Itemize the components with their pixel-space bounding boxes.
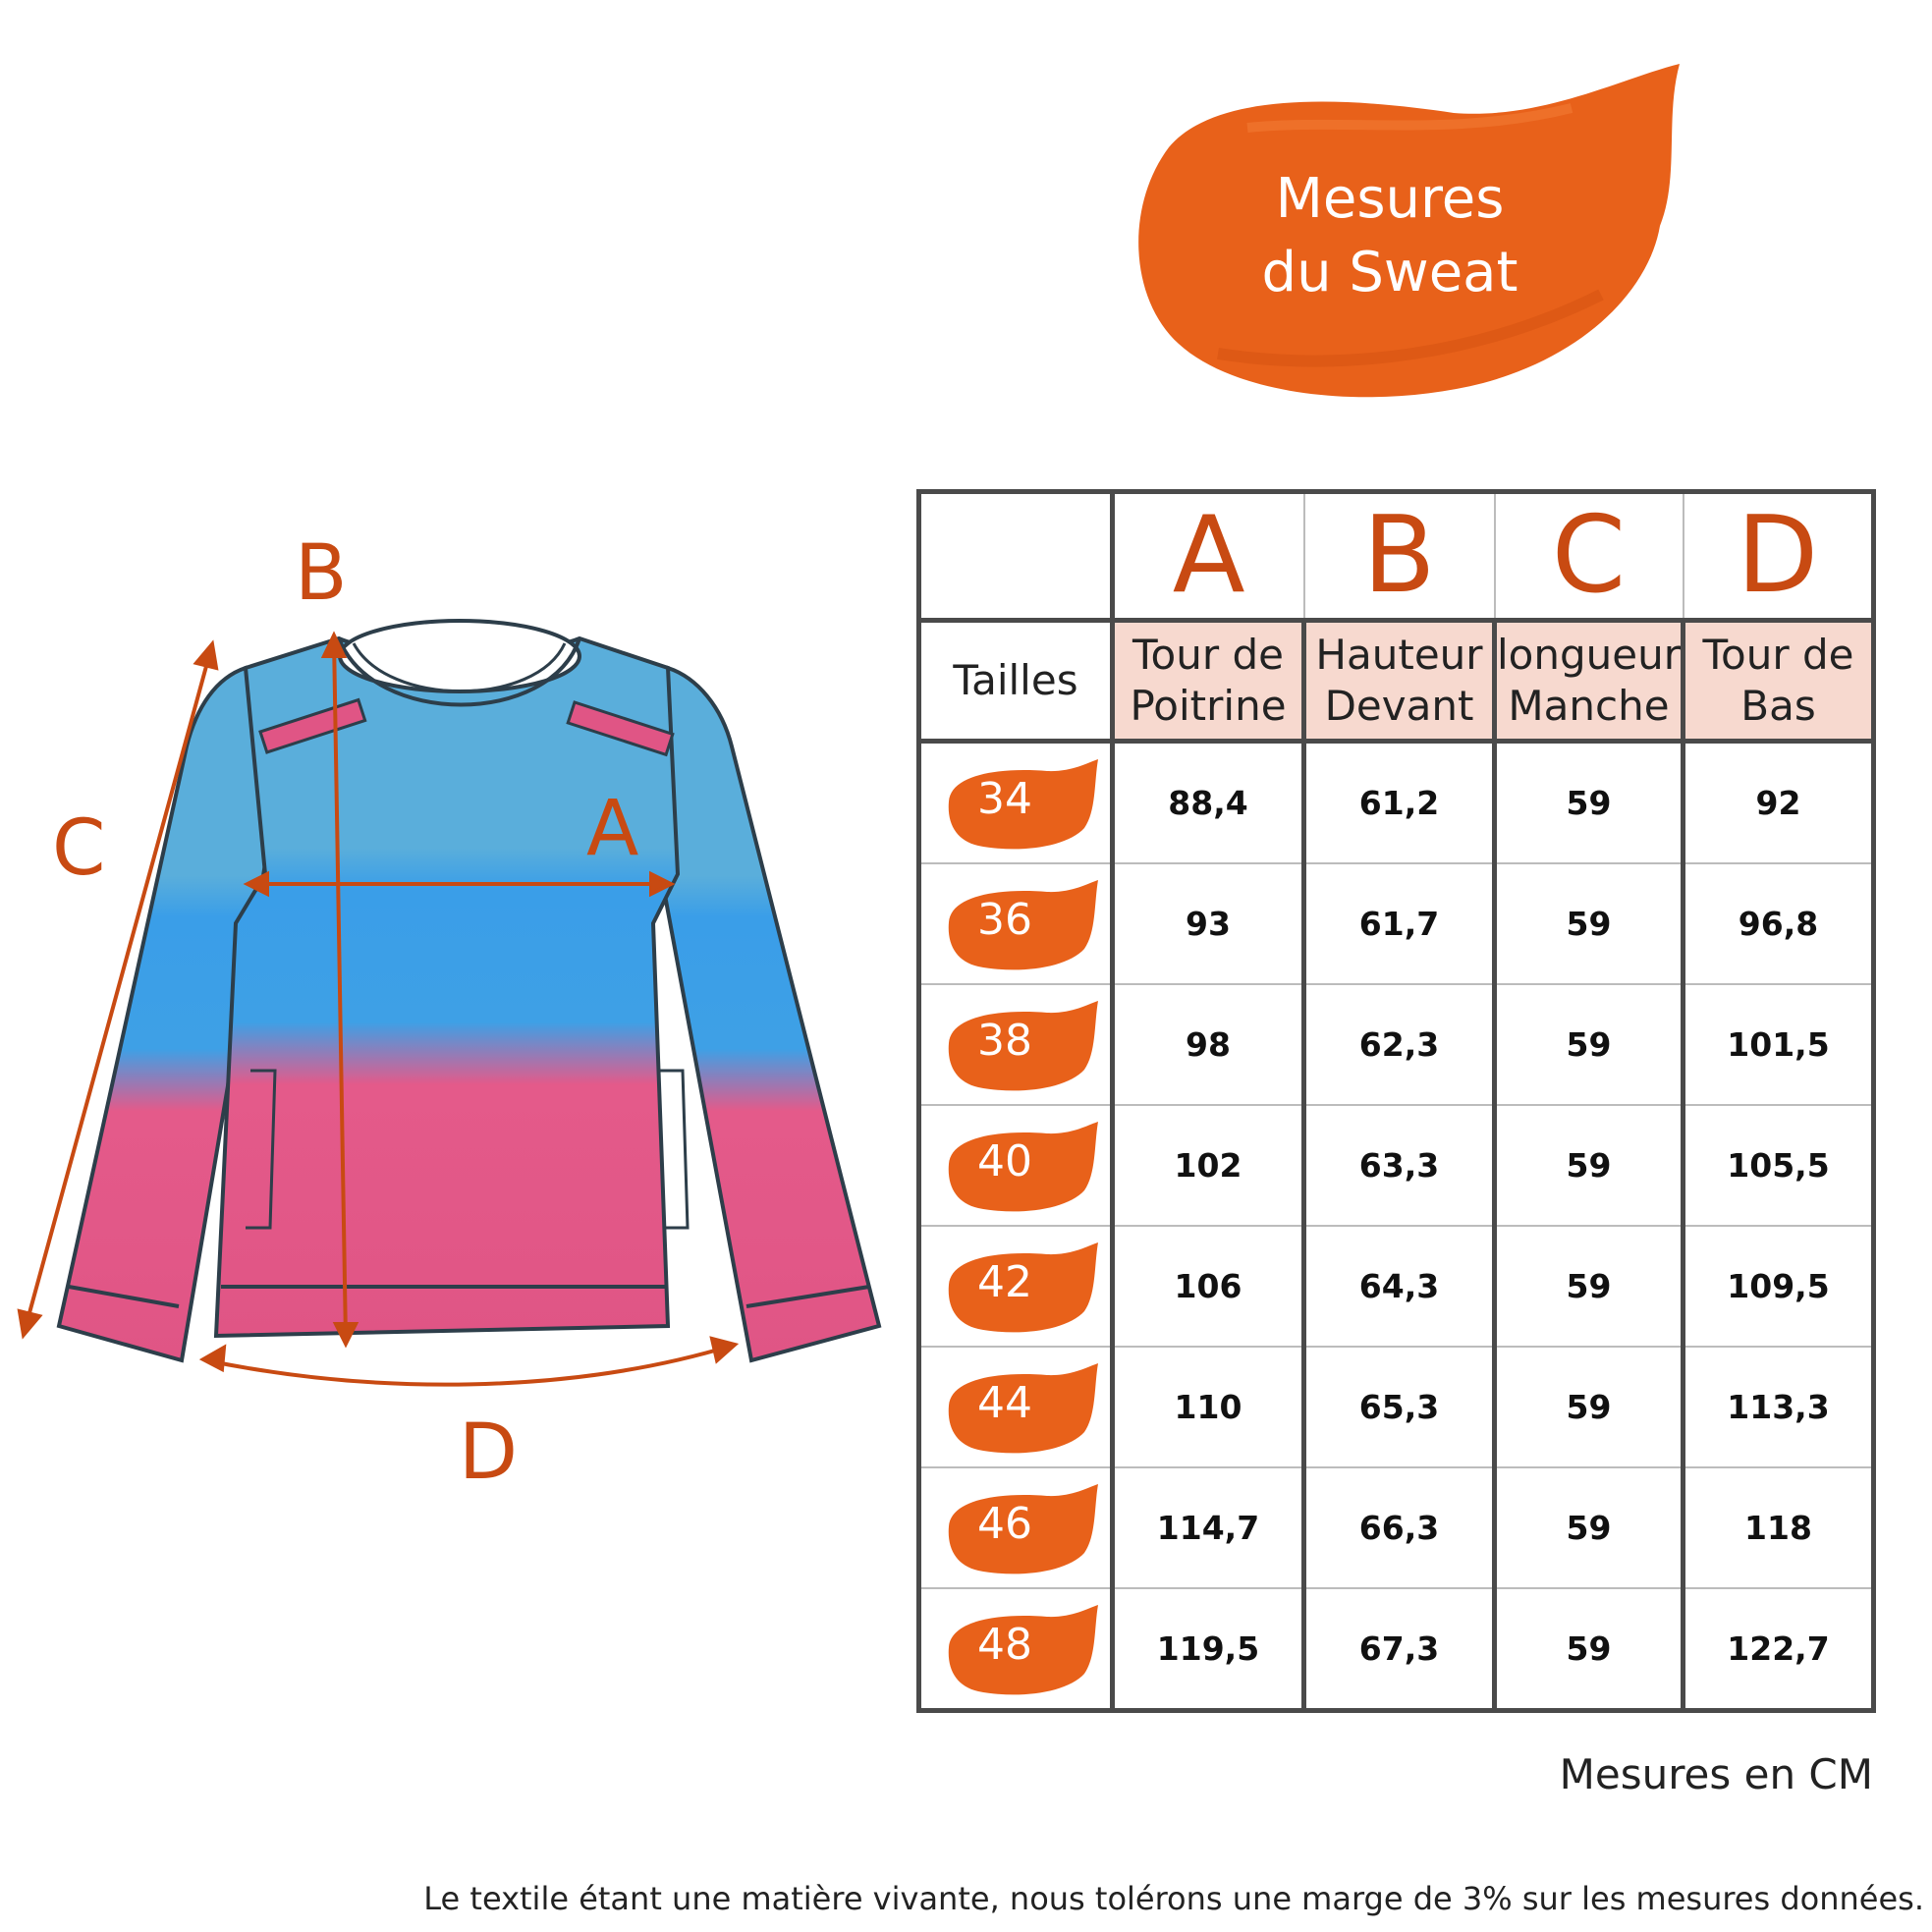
measure-cell-b: 64,3	[1304, 1226, 1495, 1347]
measure-cell-a: 98	[1113, 984, 1304, 1105]
table-row	[919, 1105, 1874, 1226]
table-row	[919, 1467, 1874, 1588]
measure-cell-c: 59	[1495, 1105, 1684, 1226]
measure-cell-b: 63,3	[1304, 1105, 1495, 1226]
title-line-2: du Sweat	[1261, 241, 1518, 304]
measure-cell-b: 66,3	[1304, 1467, 1495, 1588]
size-label: 40	[977, 1135, 1032, 1187]
measure-cell-c: 59	[1495, 1467, 1684, 1588]
table-row	[919, 742, 1874, 864]
measure-cell-d: 101,5	[1684, 984, 1874, 1105]
header-longueur-manche: longueur Manche	[1495, 621, 1684, 742]
header-tour-de-bas: Tour de Bas	[1684, 621, 1874, 742]
measure-cell-b: 62,3	[1304, 984, 1495, 1105]
sweater-illustration	[0, 511, 904, 1497]
measure-cell-a: 110	[1113, 1347, 1304, 1467]
measure-cell-d: 109,5	[1684, 1226, 1874, 1347]
measure-cell-b: 67,3	[1304, 1588, 1495, 1711]
measure-cell-d: 92	[1684, 742, 1874, 864]
tolerance-note: Le textile étant une matière vivante, nous tolérons une marge de 3% sur les mesures données.	[423, 1880, 1924, 1917]
size-label: 36	[977, 894, 1032, 945]
measure-cell-c: 59	[1495, 742, 1684, 864]
size-label: 34	[977, 773, 1032, 824]
letter-header-row	[919, 492, 1874, 621]
measure-cell-d: 122,7	[1684, 1588, 1874, 1711]
size-cell	[919, 1588, 1113, 1711]
size-label: 42	[977, 1256, 1032, 1307]
size-label: 46	[977, 1498, 1032, 1549]
measure-cell-c: 59	[1495, 863, 1684, 984]
measure-cell-a: 93	[1113, 863, 1304, 984]
table-row	[919, 984, 1874, 1105]
measure-cell-d: 105,5	[1684, 1105, 1874, 1226]
dimension-letter-c: C	[52, 804, 106, 893]
empty-corner-cell	[919, 492, 1113, 621]
header-hauteur-devant: Hauteur Devant	[1304, 621, 1495, 742]
measure-cell-a: 106	[1113, 1226, 1304, 1347]
dimension-letter-b: B	[295, 529, 348, 618]
size-label: 44	[977, 1377, 1032, 1428]
table-row	[919, 1588, 1874, 1711]
table-row	[919, 863, 1874, 984]
measure-cell-c: 59	[1495, 1347, 1684, 1467]
column-letter-b: B	[1304, 492, 1495, 621]
size-cell	[919, 1467, 1113, 1588]
table-row	[919, 1226, 1874, 1347]
header-tour-de-poitrine: Tour de Poitrine	[1113, 621, 1304, 742]
measure-cell-b: 65,3	[1304, 1347, 1495, 1467]
measure-cell-a: 88,4	[1113, 742, 1304, 864]
measure-cell-b: 61,2	[1304, 742, 1495, 864]
measure-cell-d: 118	[1684, 1467, 1874, 1588]
size-table	[916, 489, 1876, 1713]
tailles-label: Tailles	[919, 621, 1113, 742]
size-cell	[919, 984, 1113, 1105]
table-row	[919, 1347, 1874, 1467]
column-letter-d: D	[1684, 492, 1874, 621]
size-label: 48	[977, 1619, 1032, 1670]
size-cell	[919, 742, 1113, 864]
measure-cell-d: 113,3	[1684, 1347, 1874, 1467]
measure-cell-a: 102	[1113, 1105, 1304, 1226]
title-brush-stroke	[1130, 59, 1689, 403]
size-cell	[919, 863, 1113, 984]
column-letter-a: A	[1113, 492, 1304, 621]
measure-cell-b: 61,7	[1304, 863, 1495, 984]
units-note: Mesures en CM	[1559, 1750, 1873, 1798]
measure-cell-a: 114,7	[1113, 1467, 1304, 1588]
size-cell	[919, 1105, 1113, 1226]
size-cell	[919, 1347, 1113, 1467]
measure-cell-a: 119,5	[1113, 1588, 1304, 1711]
size-label: 38	[977, 1015, 1032, 1066]
size-cell	[919, 1226, 1113, 1347]
measure-cell-c: 59	[1495, 1226, 1684, 1347]
dimension-letter-a: A	[586, 785, 639, 873]
measure-cell-d: 96,8	[1684, 863, 1874, 984]
description-header-row	[919, 621, 1874, 742]
measure-cell-c: 59	[1495, 984, 1684, 1105]
dimension-letter-d: D	[459, 1408, 519, 1497]
title-line-1: Mesures	[1275, 167, 1505, 231]
measure-cell-c: 59	[1495, 1588, 1684, 1711]
column-letter-c: C	[1495, 492, 1684, 621]
